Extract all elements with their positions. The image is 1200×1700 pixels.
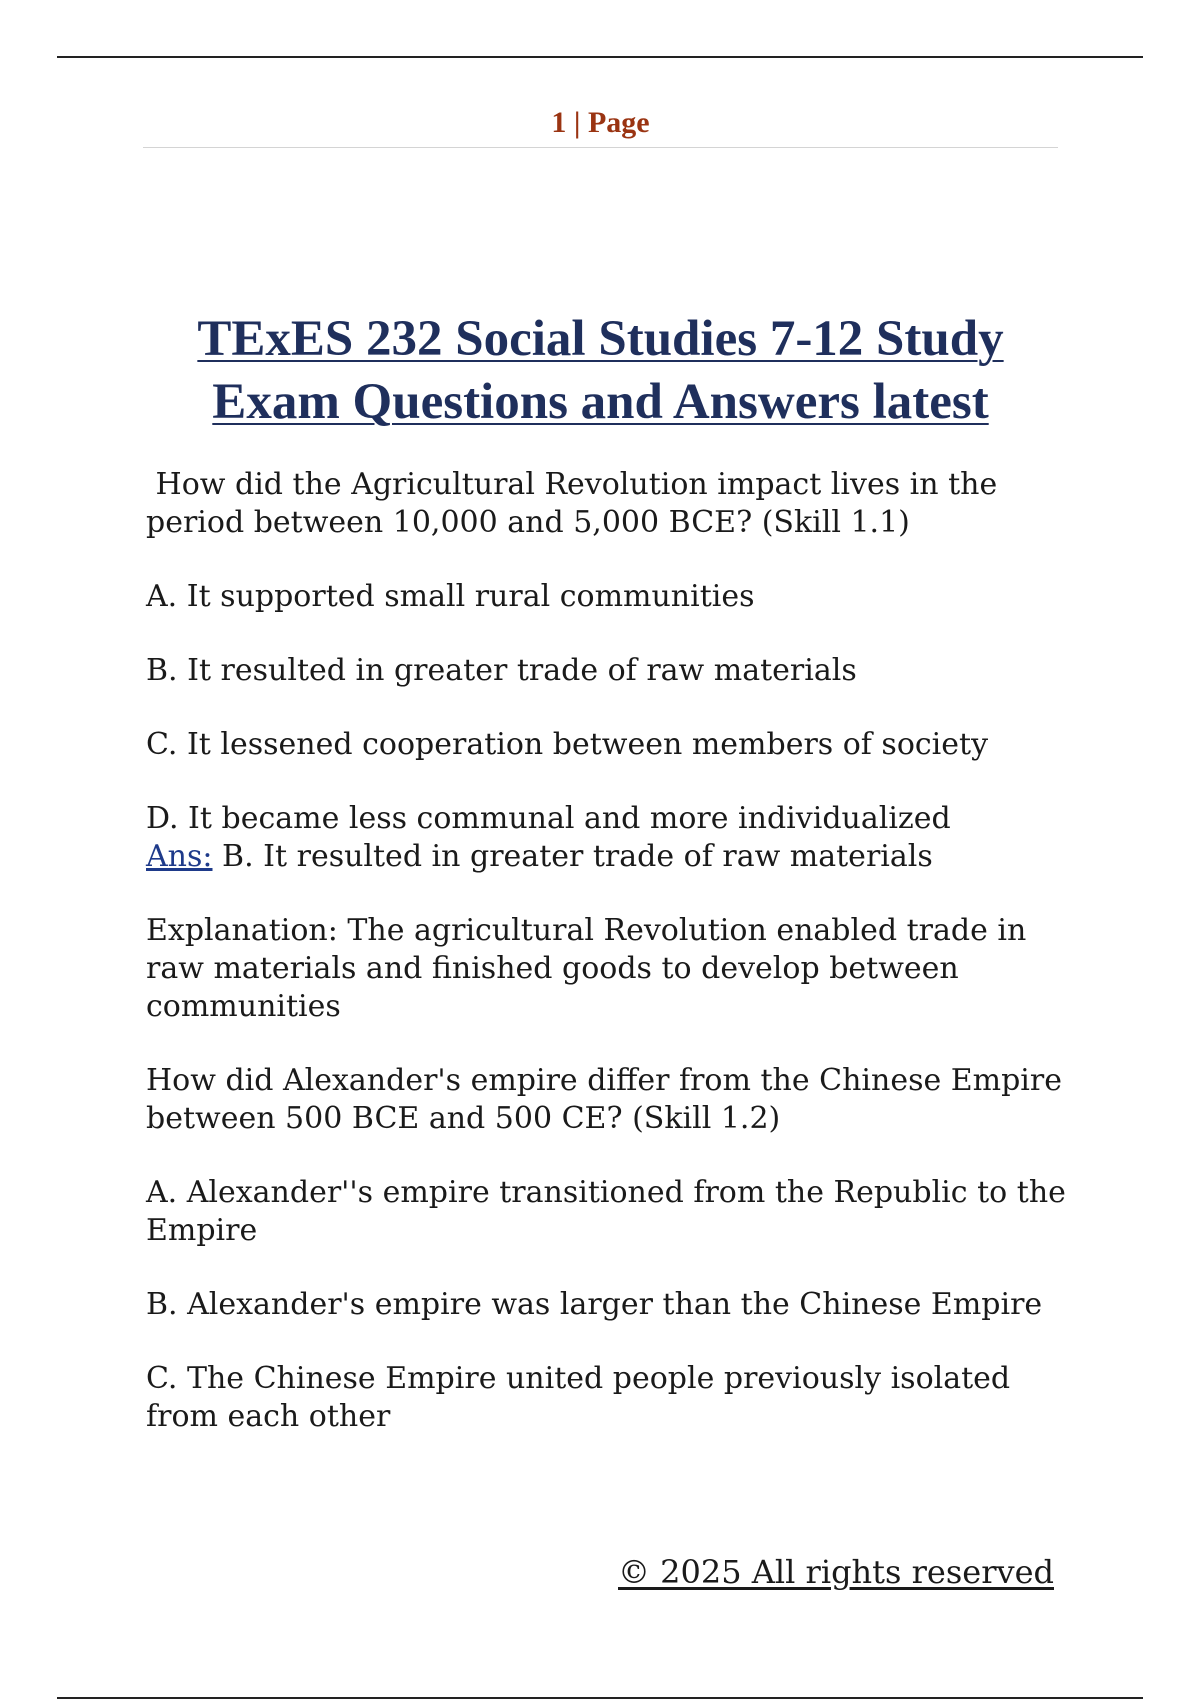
document-title [143, 308, 1058, 434]
document-title-line-2: Exam Questions and Answers latest [212, 374, 989, 430]
question-1-answer-text: B. It resulted in greater trade of raw materials [212, 839, 933, 874]
page-number-header: 1 | Page [551, 106, 650, 139]
question-1-prompt: How did the Agricultural Revolution impact lives in the period between 10,000 and 5,000 BCE? (Skill 1.1) [146, 467, 1007, 540]
document-body [146, 466, 1066, 1472]
question-1-explanation: Explanation: The agricultural Revolution enabled trade in raw materials and finished goods to develop between communities [146, 913, 1027, 1024]
bottom-page-rule [57, 1697, 1143, 1699]
question-2-option-a: A. Alexander''s empire transitioned from the Republic to the Empire [146, 1175, 1066, 1248]
document-title-line-1: TExES 232 Social Studies 7-12 Study [197, 311, 1004, 367]
question-1-option-a: A. It supported small rural communities [146, 579, 755, 614]
top-page-rule [57, 56, 1143, 58]
copyright-notice: © 2025 All rights reserved [618, 1553, 1054, 1591]
question-1-option-b: B. It resulted in greater trade of raw materials [146, 653, 857, 688]
question-1-option-d: D. It became less communal and more individualized [146, 801, 951, 836]
question-2-option-b: B. Alexander's empire was larger than the Chinese Empire [146, 1287, 1043, 1322]
question-1-option-c: C. It lessened cooperation between members of society [146, 727, 989, 762]
question-2-prompt: How did Alexander's empire differ from the Chinese Empire between 500 BCE and 500 CE? (Skill 1.2) [146, 1063, 1062, 1136]
header-divider [143, 147, 1058, 148]
answer-link[interactable]: Ans: [146, 839, 213, 874]
question-1-answer [146, 838, 1066, 876]
question-2-option-c: C. The Chinese Empire united people previously isolated from each other [146, 1361, 1011, 1434]
